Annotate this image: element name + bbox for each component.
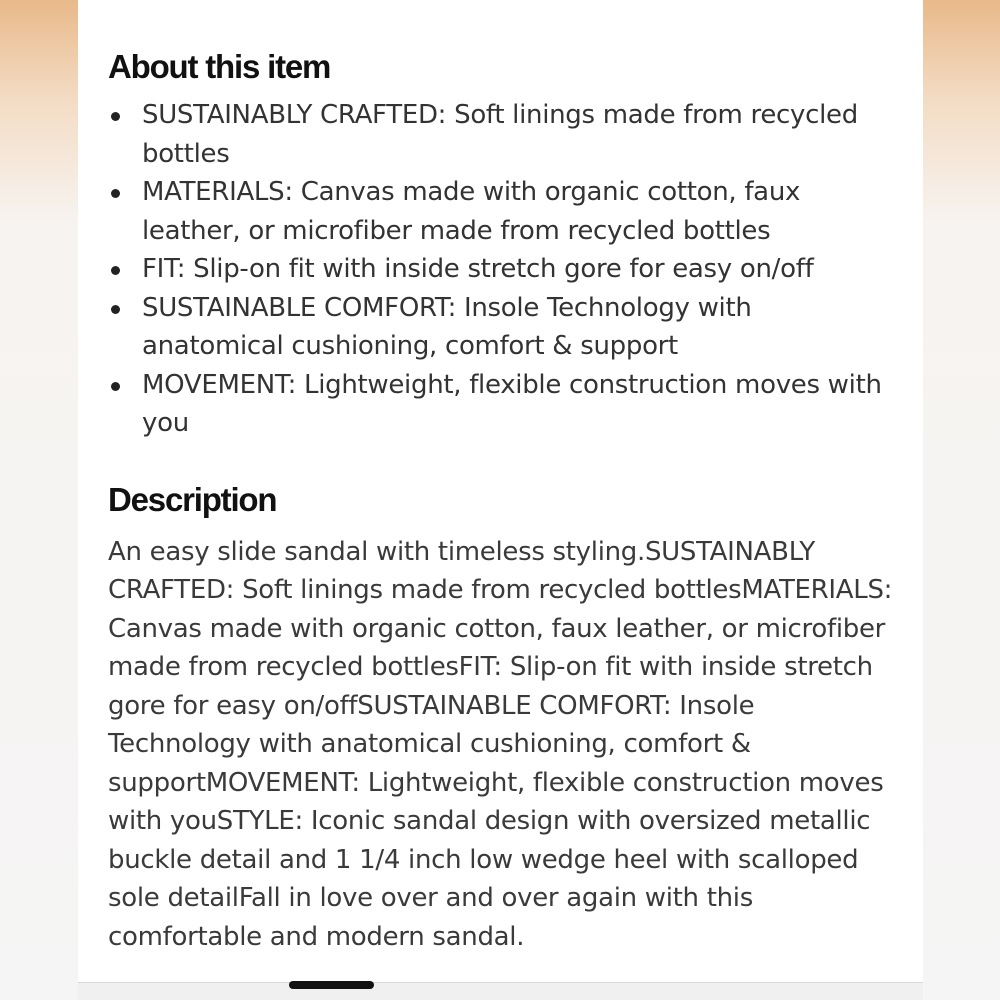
about-bullet-item: MOVEMENT: Lightweight, flexible construction moves with you <box>108 366 898 443</box>
product-details-panel <box>78 0 923 982</box>
about-bullet-list <box>108 96 898 443</box>
description-heading: Description <box>108 480 277 518</box>
about-bullet-item: MATERIALS: Canvas made with organic cotton, faux leather, or microfiber made from recycled bottles <box>108 173 898 250</box>
about-bullet-item: SUSTAINABLY CRAFTED: Soft linings made from recycled bottles <box>108 96 898 173</box>
about-bullet-item: SUSTAINABLE COMFORT: Insole Technology with anatomical cushioning, comfort & support <box>108 289 898 366</box>
product-details-content <box>108 48 898 956</box>
about-bullet-item: FIT: Slip-on fit with inside stretch gore for easy on/off <box>108 250 898 289</box>
description-text: An easy slide sandal with timeless styling.SUSTAINABLY CRAFTED: Soft linings made from recycled bottlesMATERIALS: Canvas made with organic cotton, faux leather, or microfiber made from recycled bottlesFIT: Slip-on fit with inside stretch gore for easy on/offSUSTAINABLE COMFORT: Insole Technology with anatomical cushioning, comfort & supportMOVEMENT: Lightweight, flexible construction moves with youSTYLE: Iconic sandal design with oversized metallic buckle detail and 1 1/4 inch low wedge heel with scalloped sole detailFall in love over and over again with this comfortable and modern sandal. <box>108 536 893 952</box>
about-heading: About this item <box>108 48 331 85</box>
bottom-bar <box>78 982 923 1000</box>
home-indicator[interactable] <box>289 981 374 989</box>
